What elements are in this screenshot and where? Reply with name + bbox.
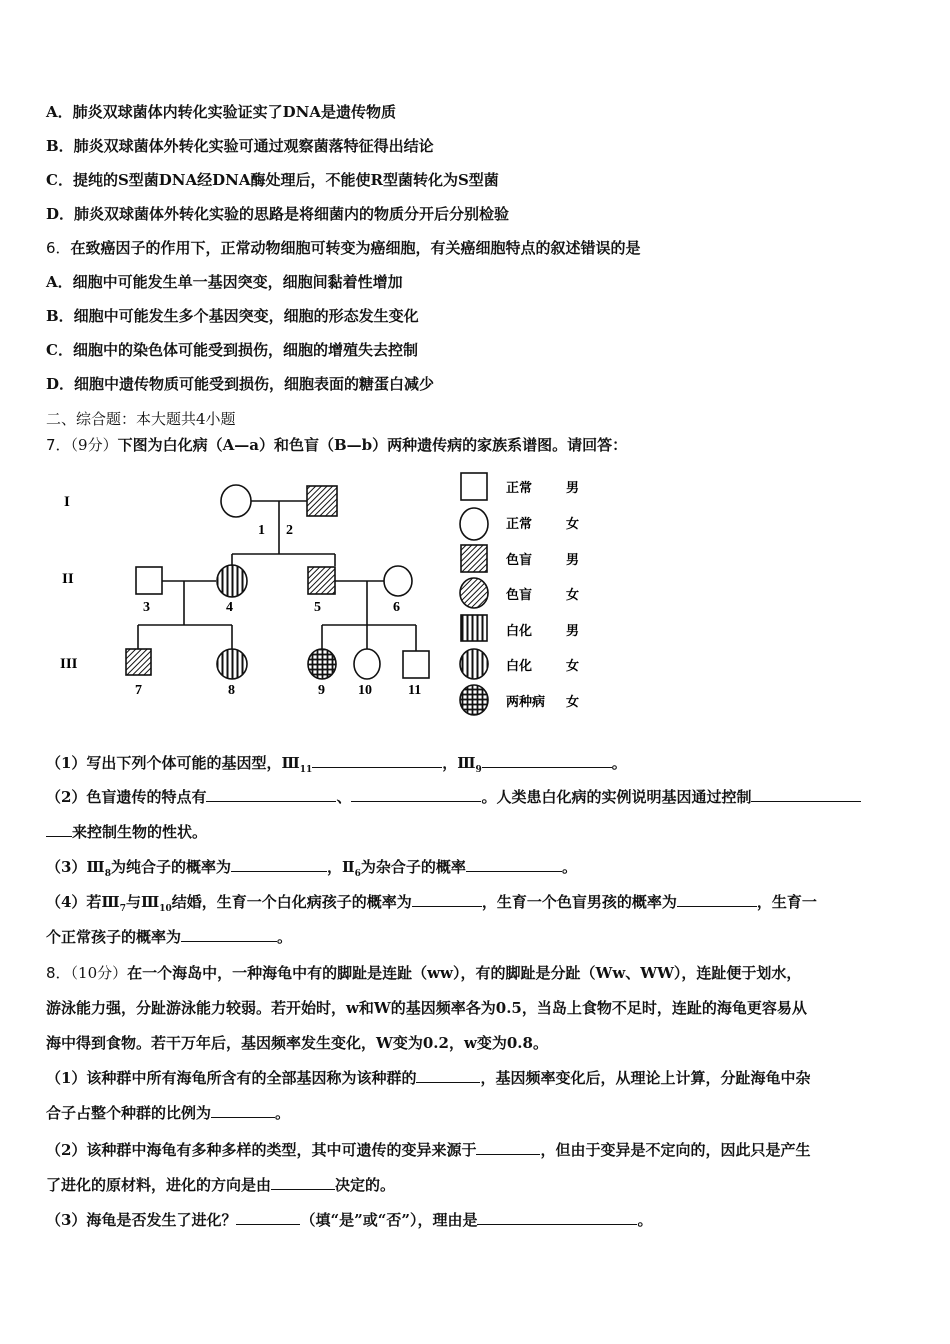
q7-p3-text-c: ，Ⅱ — [327, 858, 355, 876]
q5-option-a: A．肺炎双球菌体内转化实验证实了DNA是遗传物质 — [46, 103, 396, 121]
q6-option-c: C．细胞中的染色体可能受到损伤，细胞的增殖失去控制 — [46, 341, 418, 359]
generation-label-ii: II — [62, 571, 74, 587]
q6-option-a: A．细胞中可能发生单一基因突变，细胞间黏着性增加 — [46, 273, 403, 291]
section-2-heading: 二、综合题：本大题共4小题 — [46, 410, 236, 428]
q7-score: （9分） — [70, 436, 118, 454]
individual-8 — [217, 649, 247, 679]
legend-albino-female-sex: 女 — [566, 658, 580, 673]
q7-p2-text-c: 来控制生物的性状。 — [72, 823, 208, 841]
legend-both-female-sex: 女 — [566, 694, 580, 709]
q8-stem-2: 游泳能力强，分趾游泳能力较弱。若开始时，w和W的基因频率各为0.5，当岛上食物不足时，连趾的海龟更容易从 — [46, 999, 807, 1017]
q7-part-4-cont — [46, 926, 292, 947]
q7-p4-text-b: 与Ⅲ — [125, 893, 160, 911]
legend — [460, 473, 579, 715]
q8-p3-end: 。 — [637, 1211, 653, 1229]
legend-normal-male-label: 正常 — [506, 480, 533, 495]
legend-colorblind-female — [460, 578, 579, 608]
q7-p1-sub9: 9 — [475, 765, 482, 775]
individual-4 — [217, 565, 247, 597]
q5-option-d: D．肺炎双球菌体外转化实验的思路是将细菌内的物质分开后分别检验 — [46, 205, 510, 223]
generation-label-iii: III — [60, 656, 78, 672]
legend-albino-female-label: 白化 — [506, 658, 533, 673]
q8-p2-text-a: （2）该种群中海龟有多种多样的类型，其中可遗传的变异来源于 — [46, 1141, 477, 1159]
q8-p1-text-a: （1）该种群中所有海龟所含有的全部基因称为该种群的 — [46, 1069, 417, 1087]
legend-colorblind-male-sex: 男 — [566, 552, 580, 567]
legend-normal-female — [460, 508, 579, 540]
q7-p4-text-e: ，生育一 — [756, 893, 817, 911]
q7-p3-blank-1[interactable] — [231, 857, 327, 872]
individual-6 — [384, 566, 412, 596]
individual-5 — [308, 567, 335, 594]
q7-p1-blank-1[interactable] — [312, 753, 442, 768]
q7-p2-text-b: 。人类患白化病的实例说明基因通过控制 — [481, 788, 752, 806]
q8-stem-3: 海中得到食物。若干万年后，基因频率发生变化，W变为0.2，w变为0.8。 — [46, 1034, 548, 1052]
q7-p4-text-f: 个正常孩子的概率为 — [46, 928, 182, 946]
generation-label-i: I — [64, 494, 70, 510]
q6-option-d: D．细胞中遗传物质可能受到损伤，细胞表面的糖蛋白减少 — [46, 375, 435, 393]
legend-colorblind-male-label: 色盲 — [506, 552, 533, 567]
legend-both-female-label: 两种病 — [506, 694, 546, 709]
label-7: 7 — [135, 683, 142, 698]
label-4: 4 — [226, 600, 233, 615]
q7-p3-text-a: （3）Ⅲ — [46, 858, 105, 876]
q8-stem-1-text: 在一个海岛中，一种海龟中有的脚趾是连趾（ww），有的脚趾是分趾（Ww、WW），连趾便于划水， — [127, 964, 802, 982]
label-10: 10 — [358, 683, 372, 698]
q7-p4-text-d: ，生育一个色盲男孩的概率为 — [481, 893, 677, 911]
label-8: 8 — [228, 683, 235, 698]
q7-p4-blank-1[interactable] — [412, 892, 482, 907]
q8-p2-text-d: 决定的。 — [335, 1176, 396, 1194]
label-9: 9 — [318, 683, 325, 698]
q8-p1-text-c: 合子占整个种群的比例为 — [46, 1104, 212, 1122]
individual-9 — [308, 649, 336, 679]
q6-stem — [46, 237, 641, 258]
q7-p4-text-c: 结婚，生育一个白化病孩子的概率为 — [171, 893, 412, 911]
q8-p1-blank-1[interactable] — [416, 1068, 480, 1083]
q7-part-4 — [46, 891, 817, 914]
q8-number: 8． — [46, 964, 71, 982]
q8-p3-blank-1[interactable] — [236, 1210, 300, 1225]
q5-option-c: C．提纯的S型菌DNA经DNA酶处理后，不能使R型菌转化为S型菌 — [46, 171, 499, 189]
q7-number: 7． — [46, 436, 71, 454]
q7-p2-blank-3-cont[interactable] — [46, 822, 72, 837]
q7-p1-text: （1）写出下列个体可能的基因型，Ⅲ — [46, 754, 300, 772]
label-3: 3 — [143, 600, 150, 615]
legend-colorblind-female-sex: 女 — [566, 587, 580, 602]
legend-albino-male-sex: 男 — [566, 623, 580, 638]
individual-3 — [136, 567, 162, 594]
q7-p2-blank-2[interactable] — [351, 787, 481, 802]
q8-p2-text-c: 了进化的原材料，进化的方向是由 — [46, 1176, 272, 1194]
label-2: 2 — [286, 523, 293, 538]
q7-p4-text-a: （4）若Ⅲ — [46, 893, 120, 911]
q8-part-1-cont — [46, 1102, 290, 1123]
legend-colorblind-female-label: 色盲 — [506, 587, 533, 602]
q8-p2-blank-2[interactable] — [271, 1175, 335, 1190]
legend-colorblind-male — [461, 545, 579, 572]
q7-part-3 — [46, 856, 577, 879]
q7-part-1 — [46, 752, 627, 775]
q7-p3-text-d: 为杂合子的概率 — [360, 858, 466, 876]
q8-p2-blank-1[interactable] — [476, 1140, 540, 1155]
individual-10 — [354, 649, 380, 679]
q7-p3-sub6: 6 — [354, 869, 361, 879]
q7-p3-blank-2[interactable] — [466, 857, 562, 872]
individual-7 — [126, 649, 151, 675]
q8-part-3 — [46, 1209, 652, 1230]
q7-p2-blank-3[interactable] — [751, 787, 861, 802]
q7-p4-sub10: 10 — [159, 904, 172, 914]
q7-p3-sub8: 8 — [104, 869, 111, 879]
q7-stem-text: 下图为白化病（A—a）和色盲（B—b）两种遗传病的家族系谱图。请回答： — [117, 436, 628, 454]
label-5: 5 — [314, 600, 321, 615]
q7-p4-blank-3[interactable] — [181, 927, 277, 942]
legend-albino-female — [460, 649, 579, 679]
label-6: 6 — [393, 600, 400, 615]
legend-albino-male — [461, 615, 579, 641]
q7-p1-sub11: 11 — [299, 765, 313, 775]
individual-2 — [307, 486, 337, 516]
q8-score: （10分） — [70, 964, 128, 982]
q7-p4-end: 。 — [277, 928, 293, 946]
q7-p1-end: 。 — [611, 754, 627, 772]
legend-normal-female-sex: 女 — [566, 516, 580, 531]
label-11: 11 — [408, 683, 422, 698]
q6-option-b: B．细胞中可能发生多个基因突变，细胞的形态发生变化 — [46, 307, 419, 325]
q8-part-1 — [46, 1067, 810, 1088]
q6-stem-text: 在致癌因子的作用下，正常动物细胞可转变为癌细胞，有关癌细胞特点的叙述错误的是 — [70, 239, 641, 257]
individual-11 — [403, 651, 429, 678]
pedigree-figure — [56, 468, 596, 728]
legend-both-female — [460, 685, 579, 715]
legend-normal-male-sex: 男 — [566, 480, 580, 495]
q7-p2-sep: 、 — [336, 788, 352, 806]
q7-p2-blank-1[interactable] — [206, 787, 336, 802]
q8-stem-1 — [46, 962, 801, 983]
q7-p4-sub7: 7 — [119, 904, 126, 914]
q7-p4-blank-2[interactable] — [677, 892, 757, 907]
q7-p2-text-a: （2）色盲遗传的特点有 — [46, 788, 207, 806]
q8-p3-blank-2[interactable] — [477, 1210, 637, 1225]
q8-p3-text-b: （填“是”或“否”），理由是 — [300, 1211, 478, 1229]
q7-part-2-cont — [46, 821, 207, 842]
q7-part-2 — [46, 786, 861, 807]
legend-albino-male-label: 白化 — [506, 623, 533, 638]
q8-part-2 — [46, 1139, 810, 1160]
q8-part-2-cont — [46, 1174, 395, 1195]
q8-p2-text-b: ，但由于变异是不定向的，因此只是产生 — [540, 1141, 811, 1159]
legend-normal-male — [461, 473, 579, 500]
q7-p3-text-b: 为纯合子的概率为 — [110, 858, 231, 876]
q7-p1-sep: ，Ⅲ — [442, 754, 476, 772]
q5-option-b: B．肺炎双球菌体外转化实验可通过观察菌落特征得出结论 — [46, 137, 434, 155]
q8-p1-blank-2[interactable] — [211, 1103, 275, 1118]
q7-p1-blank-2[interactable] — [482, 753, 612, 768]
q7-stem — [46, 434, 627, 455]
q8-p1-text-b: ，基因频率变化后，从理论上计算，分趾海龟中杂 — [480, 1069, 811, 1087]
individual-1 — [221, 485, 251, 517]
label-1: 1 — [258, 523, 265, 538]
q7-p3-end: 。 — [561, 858, 577, 876]
q6-number: 6． — [46, 239, 71, 257]
legend-normal-female-label: 正常 — [506, 516, 533, 531]
q8-p1-end: 。 — [275, 1104, 291, 1122]
q8-p3-text-a: （3）海龟是否发生了进化？ — [46, 1211, 237, 1229]
